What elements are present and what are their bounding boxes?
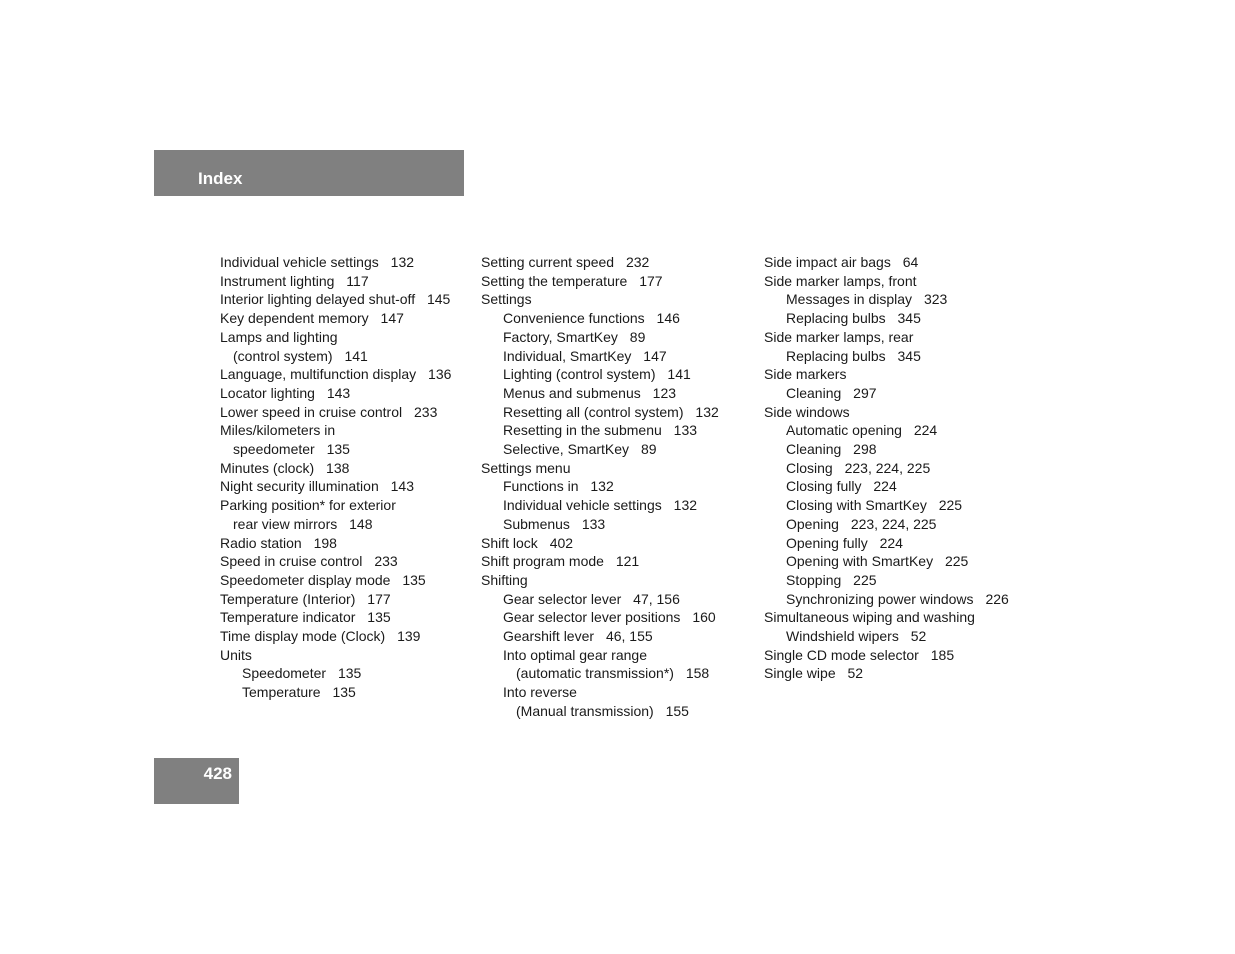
index-entry-page-ref[interactable]: 132 xyxy=(590,478,614,495)
index-entry xyxy=(764,365,1009,384)
index-entry-term: Miles/kilometers in xyxy=(220,422,336,439)
index-entry-page-ref[interactable]: 232 xyxy=(625,254,650,270)
index-entry xyxy=(481,290,719,309)
index-entry-term: Settings xyxy=(481,291,532,308)
index-entry xyxy=(220,552,451,571)
index-entry-page-ref[interactable]: 135 xyxy=(337,665,362,682)
index-entry-page-ref[interactable]: 64 xyxy=(902,254,919,270)
index-entry xyxy=(220,515,451,534)
index-entry-term: Closing xyxy=(786,459,833,476)
index-entry-term: Lamps and lighting xyxy=(220,328,338,345)
index-entry xyxy=(481,384,719,403)
index-entry xyxy=(220,664,451,683)
index-entry-term: speedometer xyxy=(233,441,315,458)
index-entry-term: Minutes (clock) xyxy=(220,459,315,476)
index-entry-page-ref[interactable]: 298 xyxy=(853,441,877,458)
index-entry xyxy=(220,608,451,627)
index-entry-term: Synchronizing power windows xyxy=(786,590,974,607)
index-entry-page-ref[interactable]: 143 xyxy=(390,478,414,495)
index-entry xyxy=(220,496,451,515)
index-entry-term: Windshield wipers xyxy=(786,628,899,645)
index-entry-page-ref[interactable]: 47, 156 xyxy=(633,590,680,607)
index-entry xyxy=(481,683,719,702)
index-entry-term: Convenience functions xyxy=(503,310,645,327)
index-entry-page-ref[interactable]: 133 xyxy=(673,422,698,439)
index-entry xyxy=(481,515,719,534)
index-entry xyxy=(764,421,1009,440)
index-entry-term: Shift lock xyxy=(481,534,538,551)
index-entry xyxy=(481,664,719,683)
index-entry xyxy=(220,272,451,291)
index-entry-term: Lower speed in cruise control xyxy=(220,403,403,420)
index-entry-term: Automatic opening xyxy=(786,422,902,439)
index-entry-page-ref[interactable]: 121 xyxy=(615,553,640,570)
index-entry-term: (Manual transmission) xyxy=(516,702,654,719)
index-entry xyxy=(220,534,451,553)
index-entry-term: Into optimal gear range xyxy=(503,646,647,663)
index-entry xyxy=(764,403,1009,422)
index-entry xyxy=(481,608,719,627)
index-entry-term: Temperature indicator xyxy=(220,609,356,626)
index-entry-term: Menus and submenus xyxy=(503,384,641,401)
page-number-tab xyxy=(154,758,239,804)
index-entry-page-ref[interactable]: 323 xyxy=(923,291,948,308)
index-entry-term: Settings menu xyxy=(481,459,571,476)
index-entry-term: Opening fully xyxy=(786,534,868,551)
index-entry xyxy=(764,290,1009,309)
index-entry-term: Messages in display xyxy=(786,291,913,308)
index-entry xyxy=(764,384,1009,403)
index-entry xyxy=(481,440,719,459)
page-title: Index xyxy=(198,169,243,188)
index-entry-term: Into reverse xyxy=(503,684,577,701)
index-entry xyxy=(481,496,719,515)
index-entry-page-ref[interactable]: 133 xyxy=(581,515,606,532)
index-entry-page-ref[interactable]: 224 xyxy=(913,422,938,439)
index-entry-page-ref[interactable]: 132 xyxy=(695,403,719,420)
index-entry-page-ref[interactable]: 135 xyxy=(367,609,391,626)
index-entry-page-ref[interactable]: 224 xyxy=(879,534,903,551)
index-entry-term: Single CD mode selector xyxy=(764,646,919,663)
index-entry-page-ref[interactable]: 185 xyxy=(930,646,955,663)
index-entry-term: Locator lighting xyxy=(220,384,315,401)
index-entry xyxy=(220,590,451,609)
index-entry-term: Opening xyxy=(786,515,839,532)
index-entry-page-ref[interactable]: 138 xyxy=(326,459,350,476)
index-entry-term: Side markers xyxy=(764,366,847,383)
index-entry xyxy=(481,646,719,665)
index-entry-page-ref[interactable]: 52 xyxy=(847,665,864,682)
index-entry xyxy=(220,384,451,403)
index-entry-term: Resetting in the submenu xyxy=(503,422,662,439)
index-entry-term: Night security illumination xyxy=(220,478,379,495)
index-entry xyxy=(220,683,451,702)
index-entry-term: Functions in xyxy=(503,478,579,495)
index-entry-term: Side impact air bags xyxy=(764,254,891,270)
index-entry-page-ref[interactable]: 345 xyxy=(897,310,921,327)
index-entry-term: Units xyxy=(220,646,252,663)
index-entry-term: Gear selector lever positions xyxy=(503,609,681,626)
index-entry xyxy=(764,440,1009,459)
index-entry-term: Lighting (control system) xyxy=(503,366,656,383)
index-entry xyxy=(481,328,719,347)
index-entry-page-ref[interactable]: 177 xyxy=(639,272,663,289)
index-entry xyxy=(220,571,451,590)
index-entry-page-ref[interactable]: 155 xyxy=(665,702,689,719)
index-entry-term: Side marker lamps, front xyxy=(764,272,917,289)
index-entry-term: Setting current speed xyxy=(481,254,615,270)
index-entry xyxy=(764,552,1009,571)
index-entry xyxy=(764,515,1009,534)
index-entry xyxy=(220,309,451,328)
index-entry-page-ref[interactable]: 198 xyxy=(313,534,337,551)
index-entry-term: Factory, SmartKey xyxy=(503,328,618,345)
index-entry-page-ref[interactable]: 402 xyxy=(549,534,574,551)
index-entry-page-ref[interactable]: 123 xyxy=(652,384,677,401)
index-entry xyxy=(764,477,1009,496)
index-entry-page-ref[interactable]: 89 xyxy=(629,328,646,345)
index-entry-term: Instrument lighting xyxy=(220,272,335,289)
index-entry-page-ref[interactable]: 158 xyxy=(685,665,710,682)
index-entry xyxy=(764,590,1009,609)
index-entry-term: Parking position* for exterior xyxy=(220,497,396,514)
index-column-1 xyxy=(220,253,451,702)
index-entry xyxy=(764,608,1009,627)
index-entry-page-ref[interactable]: 132 xyxy=(390,254,415,270)
index-entry xyxy=(481,347,719,366)
index-entry-page-ref[interactable]: 224 xyxy=(873,478,897,495)
index-entry xyxy=(481,459,719,478)
index-entry-term: Simultaneous wiping and washing xyxy=(764,609,975,626)
index-entry-page-ref[interactable]: 52 xyxy=(910,628,927,645)
index-entry-page-ref[interactable]: 117 xyxy=(346,272,369,289)
index-entry-page-ref[interactable]: 223, 224, 225 xyxy=(850,515,937,532)
index-entry-term: Resetting all (control system) xyxy=(503,403,684,420)
index-entry xyxy=(220,646,451,665)
index-entry xyxy=(220,365,451,384)
index-entry-term: Speedometer display mode xyxy=(220,571,391,588)
index-entry xyxy=(481,552,719,571)
index-entry-page-ref[interactable]: 135 xyxy=(326,441,350,458)
index-entry-term: Side windows xyxy=(764,403,850,420)
index-entry-page-ref[interactable]: 136 xyxy=(428,366,452,383)
index-entry xyxy=(220,421,451,440)
index-entry-term: Cleaning xyxy=(786,384,842,401)
index-entry xyxy=(764,253,1009,272)
index-entry xyxy=(220,627,451,646)
index-entry-term: Speed in cruise control xyxy=(220,553,363,570)
index-entry xyxy=(220,328,451,347)
index-entry-term: Shift program mode xyxy=(481,553,604,570)
index-entry-term: Stopping xyxy=(786,571,842,588)
index-entry-term: (control system) xyxy=(233,347,333,364)
index-entry-page-ref[interactable]: 139 xyxy=(397,628,421,645)
index-entry-term: Individual, SmartKey xyxy=(503,347,632,364)
index-entry xyxy=(764,571,1009,590)
index-entry xyxy=(481,421,719,440)
index-entry xyxy=(220,403,451,422)
page-number: 428 xyxy=(203,764,232,783)
index-entry-term: Replacing bulbs xyxy=(786,310,886,327)
index-entry-term: Individual vehicle settings xyxy=(503,497,662,514)
index-column-2 xyxy=(481,253,719,721)
index-entry xyxy=(481,534,719,553)
index-entry xyxy=(481,702,719,721)
index-entry-page-ref[interactable]: 225 xyxy=(938,497,963,514)
index-entry-term: Gearshift lever xyxy=(503,628,595,645)
index-entry-page-ref[interactable]: 160 xyxy=(692,609,716,626)
index-entry-term: Submenus xyxy=(503,515,570,532)
index-entry xyxy=(764,459,1009,478)
index-entry-page-ref[interactable]: 147 xyxy=(643,347,667,364)
index-entry xyxy=(481,365,719,384)
index-entry-term: Interior lighting delayed shut-off xyxy=(220,291,416,308)
index-entry-term: Side marker lamps, rear xyxy=(764,328,914,345)
index-entry-term: Radio station xyxy=(220,534,302,551)
index-entry-term: Gear selector lever xyxy=(503,590,622,607)
index-entry-page-ref[interactable]: 225 xyxy=(853,571,877,588)
index-entry xyxy=(481,477,719,496)
index-entry-page-ref[interactable]: 148 xyxy=(349,515,373,532)
index-entry xyxy=(764,496,1009,515)
index-entry-term: Closing with SmartKey xyxy=(786,497,927,514)
index-entry xyxy=(220,459,451,478)
index-entry xyxy=(220,440,451,459)
index-entry xyxy=(764,309,1009,328)
index-entry-page-ref[interactable]: 135 xyxy=(332,684,356,701)
index-entry-term: Opening with SmartKey xyxy=(786,553,934,570)
index-header-bar xyxy=(154,150,464,196)
index-entry xyxy=(220,347,451,366)
index-entry-page-ref[interactable]: 145 xyxy=(426,291,451,308)
index-column-3 xyxy=(764,253,1009,683)
index-entry-term: rear view mirrors xyxy=(233,515,338,532)
index-entry-page-ref[interactable]: 143 xyxy=(326,384,351,401)
index-entry xyxy=(481,272,719,291)
index-entry-term: Shifting xyxy=(481,571,528,588)
index-entry xyxy=(481,590,719,609)
index-entry-term: Temperature xyxy=(242,684,321,701)
index-entry-term: Replacing bulbs xyxy=(786,347,886,364)
index-entry xyxy=(764,328,1009,347)
index-entry-page-ref[interactable]: 146 xyxy=(656,310,680,327)
index-entry-page-ref[interactable]: 345 xyxy=(897,347,921,364)
index-entry xyxy=(481,253,719,272)
index-entry-term: Cleaning xyxy=(786,441,842,458)
index-entry-page-ref[interactable]: 89 xyxy=(640,441,657,458)
index-entry xyxy=(764,664,1009,683)
index-entry-page-ref[interactable]: 132 xyxy=(673,497,698,514)
index-entry-term: Individual vehicle settings xyxy=(220,254,379,270)
index-entry-page-ref[interactable]: 141 xyxy=(344,347,368,364)
index-entry-page-ref[interactable]: 147 xyxy=(380,310,404,327)
index-entry-term: Key dependent memory xyxy=(220,310,369,327)
index-entry xyxy=(764,272,1009,291)
index-entry-page-ref[interactable]: 46, 155 xyxy=(605,628,653,645)
index-entry xyxy=(220,290,451,309)
index-entry-term: Speedometer xyxy=(242,665,327,682)
index-entry-term: (automatic transmission*) xyxy=(516,665,674,682)
index-entry-page-ref[interactable]: 177 xyxy=(367,590,391,607)
index-entry-page-ref[interactable]: 141 xyxy=(667,366,691,383)
index-entry-page-ref[interactable]: 233 xyxy=(374,553,398,570)
index-entry-term: Closing fully xyxy=(786,478,862,495)
index-entry xyxy=(764,646,1009,665)
index-entry xyxy=(220,477,451,496)
index-entry xyxy=(481,403,719,422)
index-entry-page-ref[interactable]: 233 xyxy=(414,403,438,420)
index-entry xyxy=(764,347,1009,366)
index-entry xyxy=(220,253,451,272)
index-entry-term: Single wipe xyxy=(764,665,836,682)
index-entry-term: Selective, SmartKey xyxy=(503,441,630,458)
index-entry-term: Time display mode (Clock) xyxy=(220,628,386,645)
index-entry xyxy=(764,534,1009,553)
index-entry-page-ref[interactable]: 297 xyxy=(853,384,877,401)
index-entry xyxy=(481,309,719,328)
index-entry xyxy=(481,627,719,646)
index-entry-term: Temperature (Interior) xyxy=(220,590,356,607)
index-entry-page-ref[interactable]: 225 xyxy=(944,553,969,570)
index-entry-page-ref[interactable]: 135 xyxy=(402,571,426,588)
index-entry-term: Language, multifunction display xyxy=(220,366,417,383)
index-entry xyxy=(764,627,1009,646)
index-entry xyxy=(481,571,719,590)
index-entry-page-ref[interactable]: 223, 224, 225 xyxy=(844,459,931,476)
index-entry-page-ref[interactable]: 226 xyxy=(985,590,1009,607)
index-entry-term: Setting the temperature xyxy=(481,272,628,289)
